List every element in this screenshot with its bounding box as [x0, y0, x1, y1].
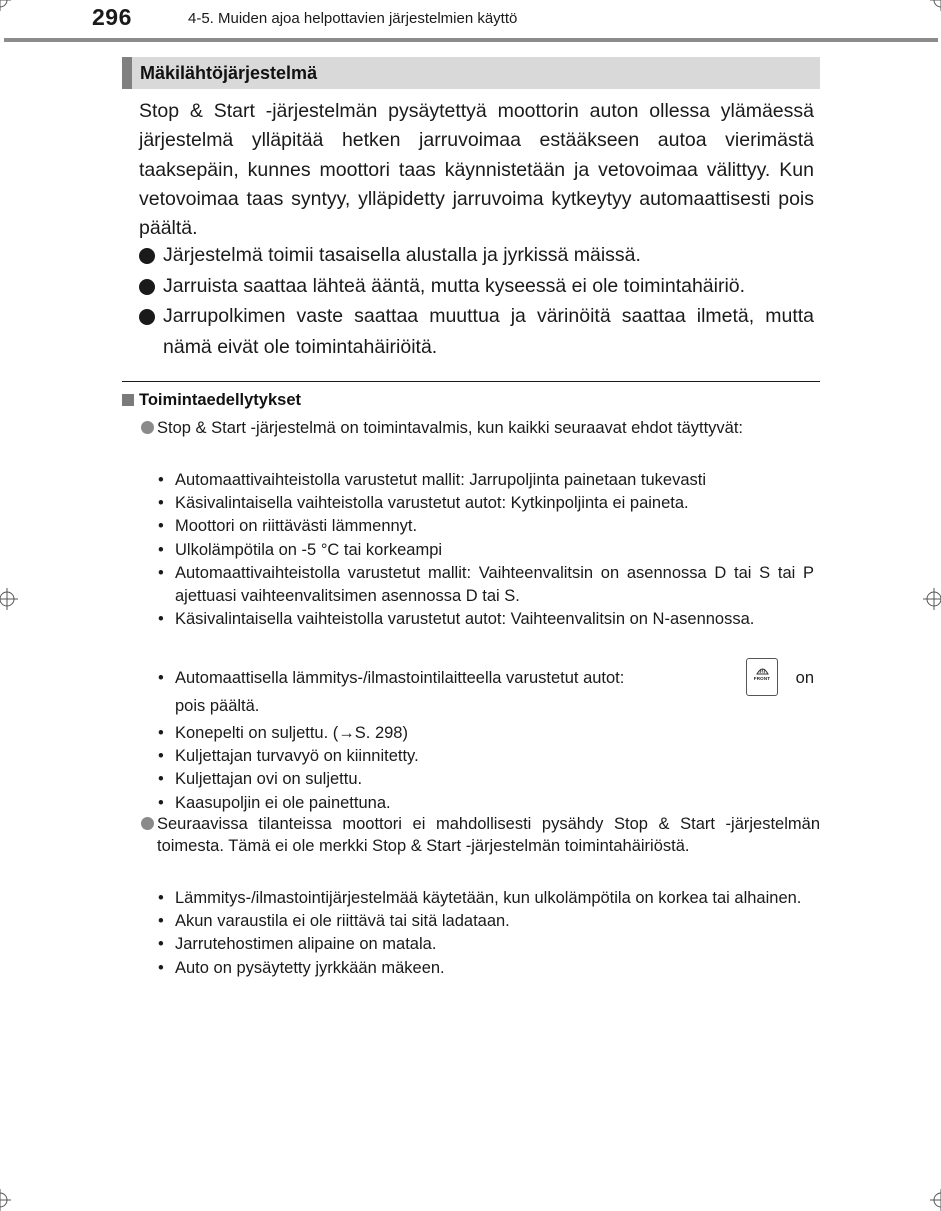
section-title: Mäkilähtöjärjestelmä: [140, 63, 318, 83]
list-item: • Jarrutehostimen alipaine on matala.: [158, 933, 814, 956]
page-number: 296: [92, 4, 132, 30]
crop-mark-mid-left: [0, 588, 18, 610]
crop-mark-bottom-right: [930, 1189, 941, 1211]
list-item: • Konepelti on suljettu. (→S. 298): [158, 722, 814, 745]
list-item-text: Jarruista saattaa lähteä ääntä, mutta kyseessä ei ole toimintahäiriö.: [163, 274, 746, 297]
conditions-list: [158, 469, 814, 631]
section-title-bar: [122, 57, 820, 89]
bullet-dot-icon: [139, 279, 155, 295]
list-item: • Akun varaustila ei ole riittävä tai sitä ladataan.: [158, 910, 814, 933]
subsection-heading-text: Toimintaedellytykset: [139, 391, 301, 409]
exceptions-paragraph-text: Seuraavissa tilanteissa moottori ei mahdollisesti pysähdy Stop & Start -järjestelmän toimesta. Tämä ei ole merkki Stop & Start -järjestelmän toimintahäiriöstä.: [157, 815, 820, 855]
exceptions-list: [158, 887, 814, 980]
bullet-dot-icon: [139, 248, 155, 264]
list-item: • Ulkolämpötila on -5 °C tai korkeampi: [158, 539, 814, 562]
list-item: • Kuljettajan turvavyö on kiinnitetty.: [158, 745, 814, 768]
bullet-dot-icon: [139, 309, 155, 325]
section-divider: [122, 381, 820, 382]
ac-condition-on-text: on: [795, 669, 814, 687]
ac-condition-text-continued: pois päältä.: [175, 697, 260, 715]
list-item: • Kaasupoljin ei ole painettuna.: [158, 792, 814, 815]
header-rule: [4, 38, 938, 42]
exceptions-paragraph: [141, 813, 820, 857]
section-bullet-list: [139, 240, 814, 362]
list-item: • Lämmitys-/ilmastointijärjestelmää käytetään, kun ulkolämpötila on korkea tai alhainen.: [158, 887, 814, 910]
list-item-text: Järjestelmä toimii tasaisella alustalla ja jyrkissä mäissä.: [163, 244, 641, 266]
crop-mark-top-left: [0, 0, 11, 11]
conditions-paragraph-text: Stop & Start -järjestelmä on toimintavalmis, kun kaikki seuraavat ehdot täyttyvät:: [157, 419, 744, 437]
front-button-label: FRONT: [753, 676, 771, 681]
front-defroster-button-icon: [746, 658, 778, 696]
grey-dot-icon: [141, 817, 154, 830]
list-item: • Käsivalintaisella vaihteistolla varustetut autot: Kytkinpoljinta ei paineta.: [158, 492, 814, 515]
ac-condition-item: [158, 664, 814, 724]
crop-mark-mid-right: [923, 588, 941, 610]
crop-mark-top-right: [930, 0, 941, 11]
bullet-icon: •: [158, 669, 164, 687]
subsection-heading: [122, 391, 301, 410]
square-bullet-icon: [122, 394, 134, 406]
list-item: [139, 240, 814, 271]
ac-condition-text: Automaattisella lämmitys-/ilmastointilaitteella varustetut autot:: [175, 669, 625, 687]
running-head: 4-5. Muiden ajoa helpottavien järjestelmien käyttö: [188, 10, 518, 27]
list-item: • Moottori on riittävästi lämmennyt.: [158, 515, 814, 538]
intro-paragraph: Stop & Start -järjestelmän pysäytettyä moottorin auton ollessa ylämäessä järjestelmä ylläpitää hetken jarruvoimaa estääkseen autoa vierimästä taaksepäin, kunnes moottori taas käynnistetään ja vetovoimaa välittyy. Kun vetovoimaa taas syntyy, ylläpidetty jarruvoima kytkeytyy automaattisesti pois päältä.: [139, 100, 814, 240]
list-item: • Automaattivaihteistolla varustetut mallit: Jarrupoljinta painetaan tukevasti: [158, 469, 814, 492]
list-item: • Automaattivaihteistolla varustetut mallit: Vaihteenvalitsin on asennossa D tai S tai P ajettuasi vaihteenvalitsimen asennossa D tai S.: [158, 562, 814, 608]
list-item: [139, 271, 814, 302]
grey-dot-icon: [141, 421, 154, 434]
list-item: • Kuljettajan ovi on suljettu.: [158, 768, 814, 791]
crop-mark-bottom-left: [0, 1189, 11, 1211]
list-item: • Auto on pysäytetty jyrkkään mäkeen.: [158, 957, 814, 980]
list-item: • Käsivalintaisella vaihteistolla varustetut autot: Vaihteenvalitsin on N-asennossa.: [158, 608, 814, 631]
list-item-text: Jarrupolkimen vaste saattaa muuttua ja värinöitä saattaa ilmetä, mutta nämä eivät ole toimintahäiriöitä.: [163, 305, 814, 358]
conditions-paragraph: [141, 417, 820, 439]
list-item: [139, 301, 814, 362]
conditions-list-continued: [158, 722, 814, 815]
